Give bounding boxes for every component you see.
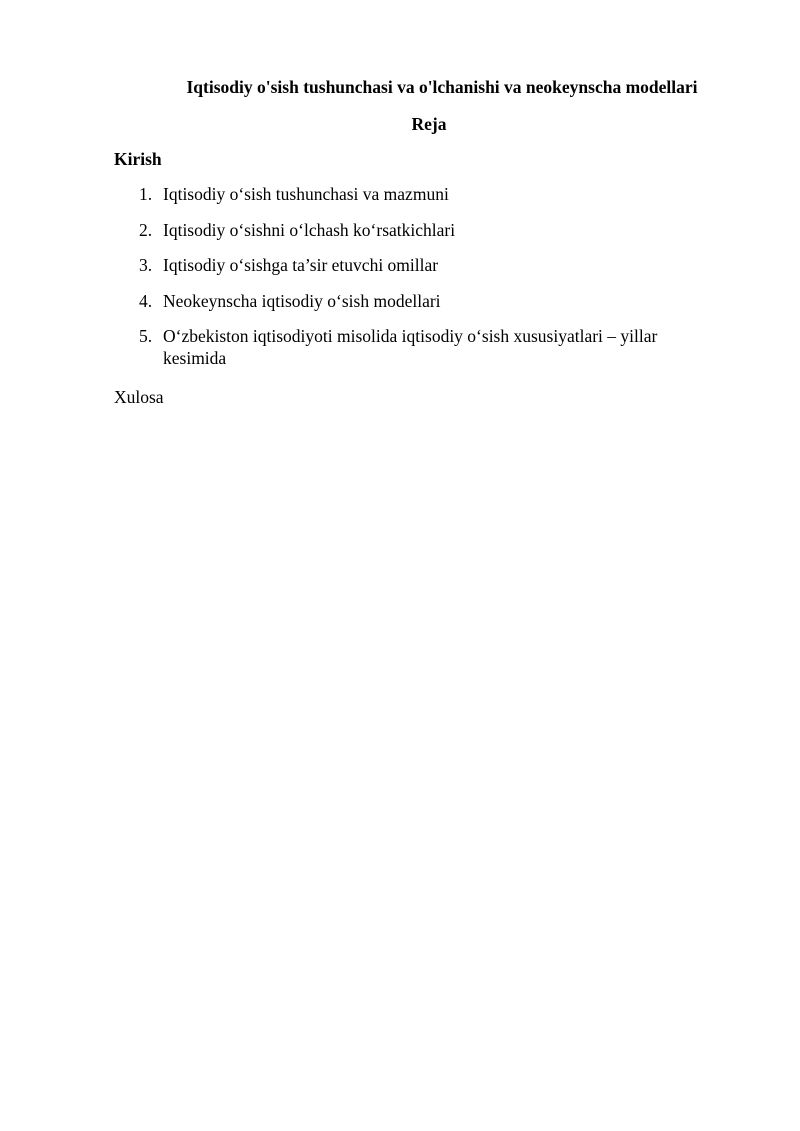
plan-list [114,183,714,383]
plan-item-number: 1. [139,184,153,204]
document-title: Iqtisodiy o'sish tushunchasi va o'lchanishi va neokeynscha modellari [186,77,698,97]
conclusion-heading: Xulosa [114,387,164,407]
intro-heading: Kirish [114,149,162,169]
plan-item-text: Iqtisodiy o‘sishga ta’sir etuvchi omillar [163,255,439,275]
plan-item-number: 4. [139,290,153,311]
plan-heading: Reja [411,114,447,134]
plan-item-number: 2. [139,219,153,240]
plan-item-text: Iqtisodiy o‘sish tushunchasi va mazmuni [163,184,449,204]
plan-item-1 [114,183,714,205]
plan-item-text: O‘zbekiston iqtisodiyoti misolida iqtisodiy o‘sish xususiyatlari – yillar kesimida [163,326,658,368]
plan-item-2 [114,219,714,241]
plan-item-4 [114,290,714,312]
plan-item-3 [114,254,714,276]
plan-item-text: Iqtisodiy o‘sishni o‘lchash ko‘rsatkichlari [163,219,456,240]
plan-item-number: 5. [139,326,153,346]
plan-item-text: Neokeynscha iqtisodiy o‘sish modellari [163,290,441,311]
plan-item-5 [114,325,714,369]
plan-item-number: 3. [139,255,153,275]
